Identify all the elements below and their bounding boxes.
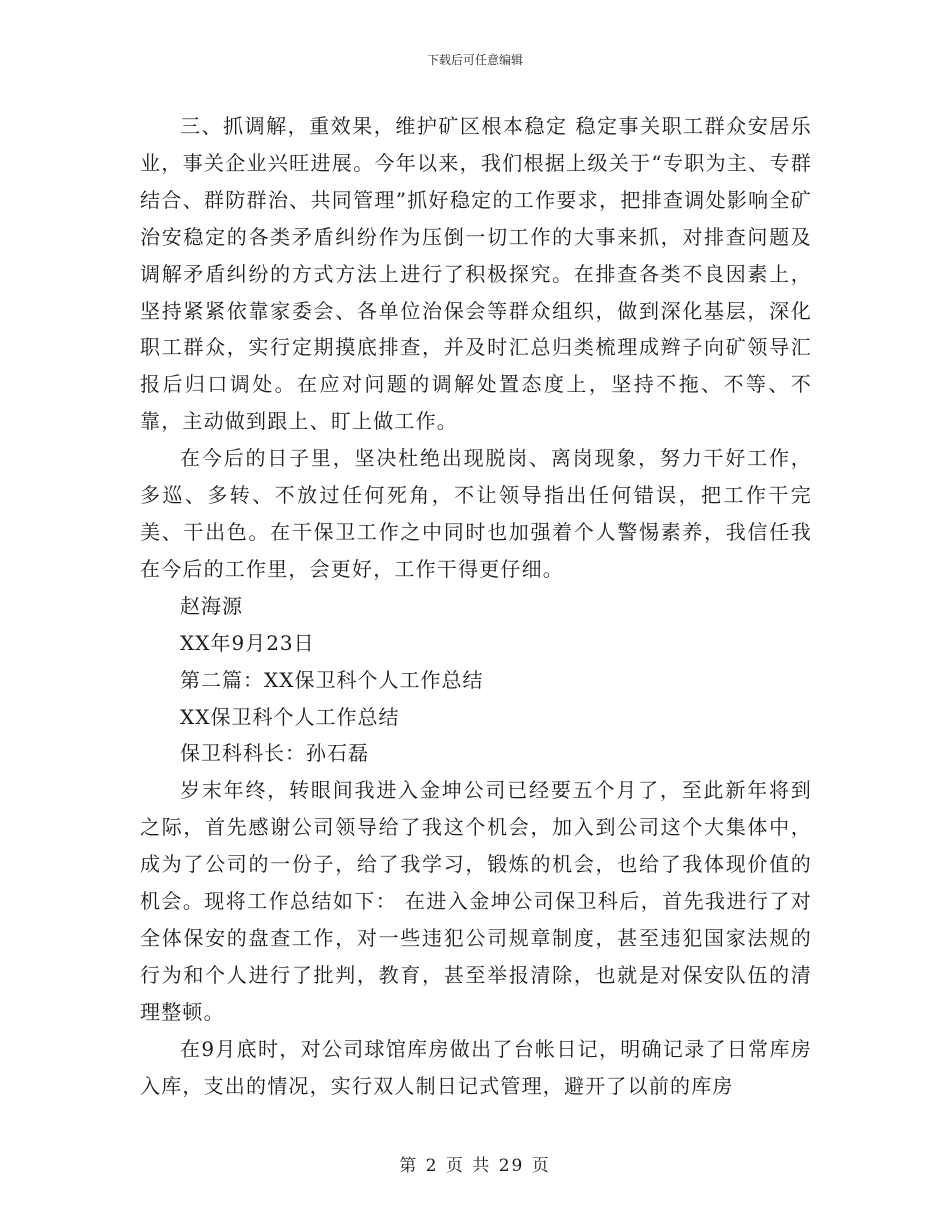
author: 保卫科科长：孙石磊 [180,741,369,766]
paragraph: 岁末年终，转眼间我进入金坤公司已经要五个月了，至此新年将到之际，首先感谢公司领导给了我这个机会，加入到公司这个大集体中，成为了公司的一份子，给了我学习，锻炼的机会，也给了我体现价值的机会。现将工作总结如下： 在进入金坤公司保卫科后，首先我进行了对全体保安的盘查工作，对一些违犯公司规章制度，甚至违犯国家法规的行为和个人进行了批判，教育，甚至举报清除，也就是对保安队伍的清理整顿。 [140,778,812,1024]
page-number: 第 2 页 共 29 页 [399,1156,551,1176]
paragraph: 在今后的日子里，坚决杜绝出现脱岗、离岗现象，努力干好工作，多巡、多转、不放过任何死角，不让领导指出任何错误，把工作干完美、干出色。在干保卫工作之中同时也加强着个人警惕素养，我信任我在今后的工作里，会更好，工作干得更仔细。 [140,446,812,581]
page-header: 下载后可任意编辑 [426,53,523,67]
signature: 赵海源 [180,593,243,618]
document-body [140,108,812,1104]
document-title: XX保卫科个人工作总结 [180,704,400,729]
paragraph: 三、抓调解，重效果，维护矿区根本稳定 稳定事关职工群众安居乐业，事关企业兴旺进展。今年以来，我们根据上级关于“专职为主、专群结合、群防群治、共同管理”抓好稳定的工作要求，把排查调处影响全矿治安稳定的各类矛盾纠纷作为压倒一切工作的大事来抓，对排查问题及调解矛盾纠纷的方式方法上进行了积极探究。在排查各类不良因素上，坚持紧紧依靠家委会、各单位治保会等群众组织，做到深化基层，深化职工群众，实行定期摸底排查，并及时汇总归类梳理成辫子向矿领导汇报后归口调处。在应对问题的调解处置态度上，坚持不拖、不等、不靠，主动做到跟上、盯上做工作。 [140,114,812,434]
paragraph: 在9月底时，对公司球馆库房做出了台帐日记，明确记录了日常库房入库，支出的情况，实行双人制日记式管理，避开了以前的库房 [140,1036,812,1098]
section-title: 第二篇：XX保卫科个人工作总结 [180,667,484,692]
date: XX年9月23日 [180,630,315,655]
